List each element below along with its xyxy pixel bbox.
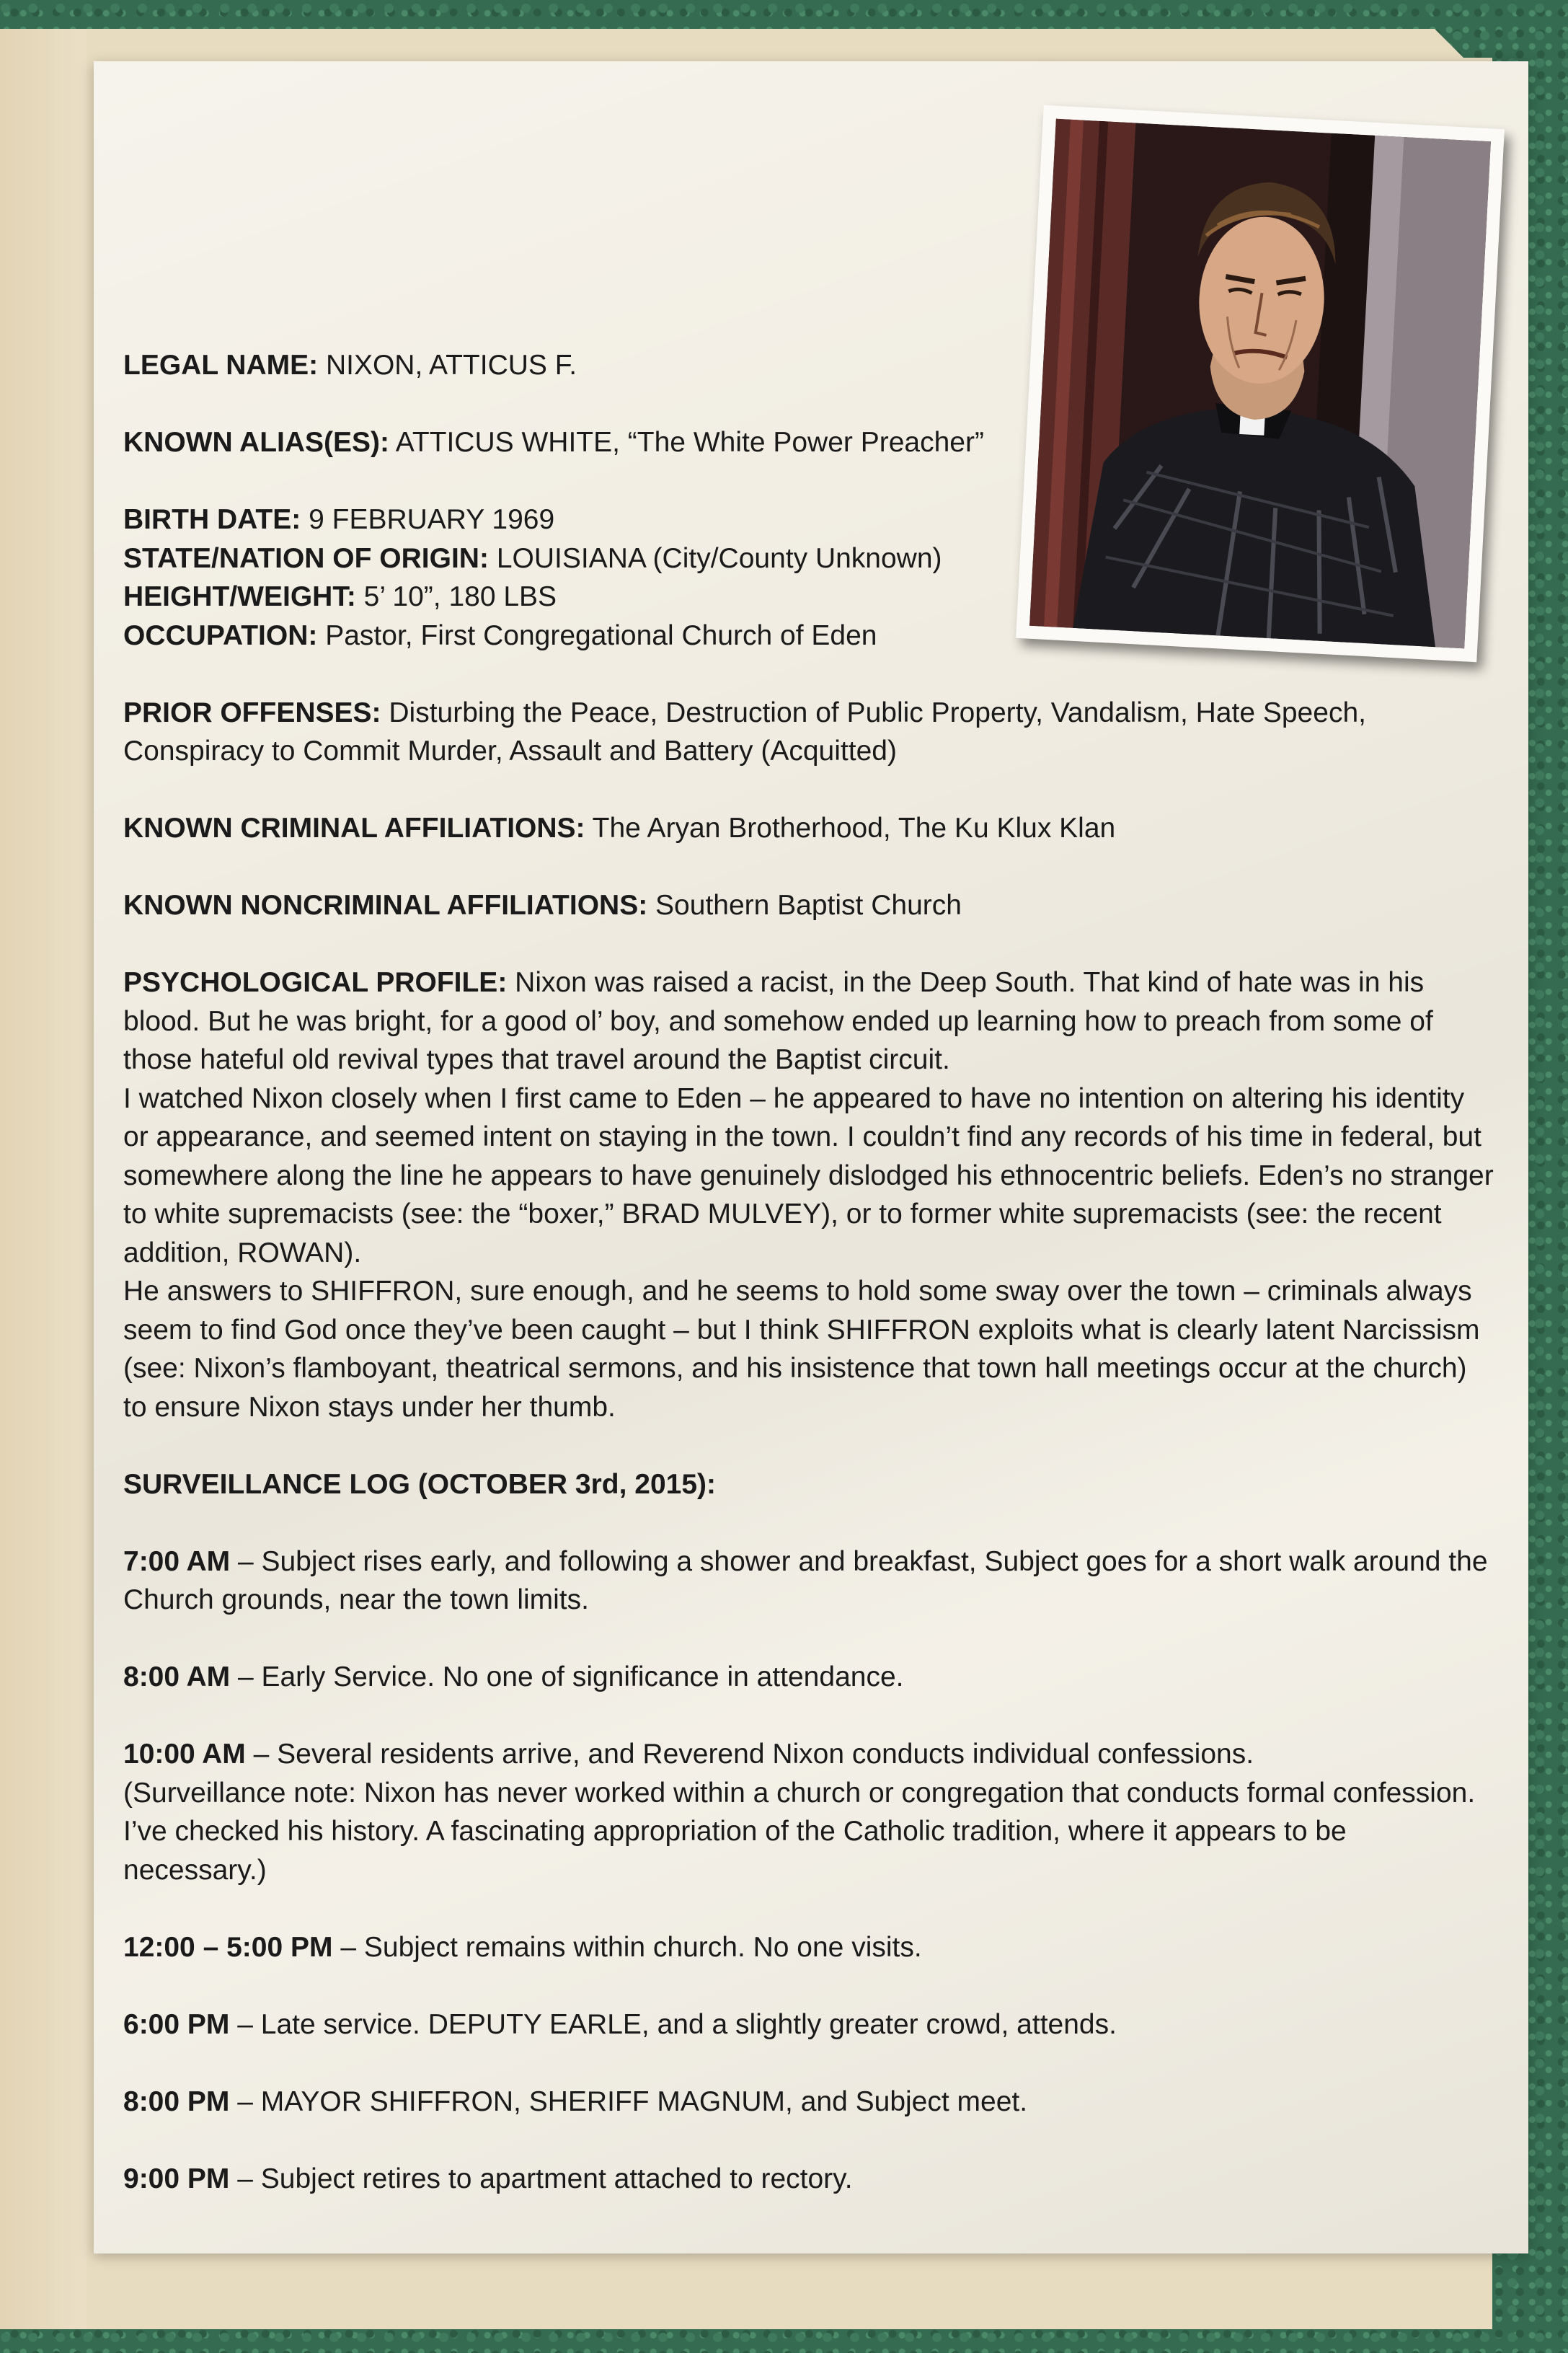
- log-time: 12:00 – 5:00 PM: [123, 1931, 333, 1963]
- prior-offenses-value: Disturbing the Peace, Destruction of Public Property, Vandalism, Hate Speech, Conspiracy to Commit Murder, Assault and Battery (Acquitted): [123, 697, 1366, 767]
- origin-value: LOUISIANA (City/County Unknown): [496, 542, 942, 574]
- log-text: – Several residents arrive, and Reverend Nixon conducts individual confessions.: [245, 1739, 1254, 1770]
- log-text: – MAYOR SHIFFRON, SHERIFF MAGNUM, and Subject meet.: [229, 2085, 1028, 2117]
- criminal-affiliations-label: KNOWN CRIMINAL AFFILIATIONS:: [123, 813, 585, 844]
- log-text: – Subject remains within church. No one visits.: [332, 1931, 922, 1963]
- noncriminal-affiliations-field: [123, 886, 1497, 925]
- noncriminal-affiliations-label: KNOWN NONCRIMINAL AFFILIATIONS:: [123, 890, 648, 921]
- noncriminal-affiliations-value: Southern Baptist Church: [655, 890, 962, 921]
- birth-date-value: 9 FEBRUARY 1969: [309, 504, 555, 535]
- psych-profile-para3: He answers to SHIFFRON, sure enough, and he seems to hold some sway over the town – criminals always seem to find God once they’ve been caught – but I think SHIFFRON exploits what is clearly latent Narcissism (see: Nixon’s flamboyant, theatrical sermons, and his insistence that town hall meetings occur at the church) to ensure Nixon stays under her thumb.: [123, 1276, 1480, 1423]
- surveillance-heading-text: SURVEILLANCE LOG (OCTOBER 3rd, 2015):: [123, 1468, 717, 1500]
- log-time: 6:00 PM: [123, 2008, 230, 2040]
- origin-field: [123, 539, 1497, 578]
- criminal-affiliations-field: [123, 809, 1497, 848]
- prior-offenses-label: PRIOR OFFENSES:: [123, 697, 381, 728]
- birth-date-field: [123, 500, 1497, 539]
- log-surveillance-note: (Surveillance note: Nixon has never worked within a church or congregation that conducts formal confession. I’ve checked his history. A fascinating appropriation of the Catholic tradition, where it appears to be necessary.): [123, 1777, 1476, 1886]
- surveillance-heading: [123, 1465, 1497, 1504]
- log-time: 8:00 AM: [123, 1661, 231, 1692]
- aliases-value: ATTICUS WHITE, “The White Power Preacher”: [395, 427, 984, 458]
- psych-profile-text-1: Nixon was raised a racist, in the Deep South. That kind of hate was in his blood. But he was bright, for a good ol’ boy, and somehow ended up learning how to preach from some of those hateful old revival types that travel around the Baptist circuit.: [123, 967, 1433, 1075]
- psych-profile-para2: I watched Nixon closely when I first came to Eden – he appeared to have no intention on altering his identity or appearance, and seemed intent on staying in the town. I couldn’t find any records of his time in federal, but somewhere along the line he appears to have genuinely dislodged his ethnocentric beliefs. Eden’s no stranger to white supremacists (see: the “boxer,” BRAD MULVEY), or to former white supremacists (see: the recent addition, ROWAN).: [123, 1082, 1494, 1268]
- log-text: – Early Service. No one of significance in attendance.: [230, 1661, 904, 1692]
- aliases-field: [123, 423, 1497, 462]
- log-text: – Late service. DEPUTY EARLE, and a slightly greater crowd, attends.: [229, 2008, 1117, 2040]
- height-weight-label: HEIGHT/WEIGHT:: [123, 581, 356, 612]
- log-text: – Subject rises early, and following a shower and breakfast, Subject goes for a short walk around the Church grounds, near the town limits.: [123, 1545, 1488, 1615]
- log-entry: [123, 1542, 1497, 1620]
- psych-profile-label: PSYCHOLOGICAL PROFILE:: [123, 967, 508, 998]
- occupation-field: [123, 617, 1497, 655]
- log-entry: [123, 2005, 1497, 2044]
- origin-label: STATE/NATION OF ORIGIN:: [123, 542, 489, 574]
- log-time: 7:00 AM: [123, 1545, 231, 1577]
- prior-offenses-field: [123, 694, 1497, 771]
- height-weight-field: [123, 578, 1497, 617]
- birth-date-label: BIRTH DATE:: [123, 504, 301, 535]
- legal-name-label: LEGAL NAME:: [123, 350, 319, 381]
- log-entry: [123, 2160, 1497, 2199]
- occupation-label: OCCUPATION:: [123, 619, 318, 651]
- criminal-affiliations-value: The Aryan Brotherhood, The Ku Klux Klan: [592, 813, 1116, 844]
- legal-name-field: [123, 346, 1497, 385]
- log-time: 9:00 PM: [123, 2163, 230, 2194]
- occupation-value: Pastor, First Congregational Church of Eden: [325, 619, 877, 651]
- legal-name-value: NIXON, ATTICUS F.: [325, 350, 577, 381]
- aliases-label: KNOWN ALIAS(ES):: [123, 427, 390, 458]
- psych-profile-para1: [123, 963, 1497, 1080]
- log-entry: [123, 1658, 1497, 1697]
- log-entry: [123, 1928, 1497, 1967]
- height-weight-value: 5’ 10”, 180 LBS: [363, 581, 557, 612]
- dossier-text: [123, 346, 1497, 2237]
- log-time: 10:00 AM: [123, 1739, 246, 1770]
- log-time: 8:00 PM: [123, 2085, 230, 2117]
- folder-edge: [0, 29, 87, 2329]
- log-entry: [123, 2083, 1497, 2122]
- log-entry: [123, 1735, 1497, 1774]
- log-text: – Subject retires to apartment attached to rectory.: [229, 2163, 853, 2194]
